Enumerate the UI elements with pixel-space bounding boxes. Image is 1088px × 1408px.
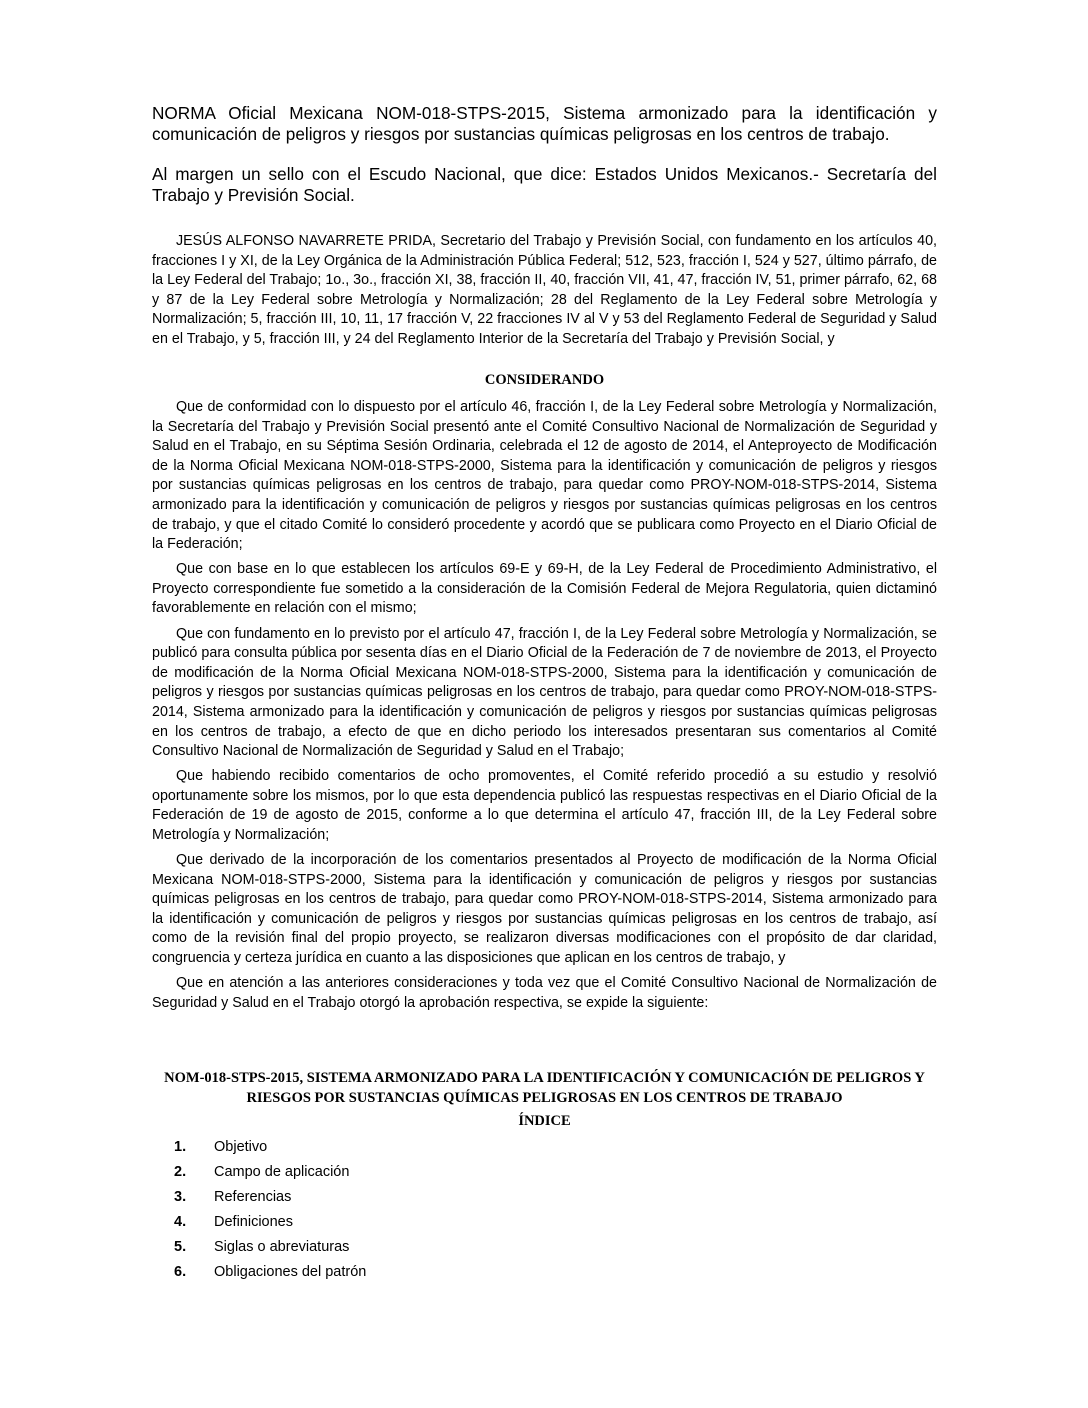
index-number: 2.	[174, 1164, 187, 1180]
index-list	[174, 1137, 366, 1287]
considerando-paragraph: Que habiendo recibido comentarios de ocho promoventes, el Comité referido procedió a su estudio y resolvió oportunamente sobre los mismos, por lo que esta dependencia publicó las respuestas respectivas en el Diario Oficial de la Federación de 19 de agosto de 2015, conforme a lo que determina el artículo 47, fracción III, de la Ley Federal sobre Metrología y Normalización;	[152, 768, 937, 843]
index-item	[174, 1137, 366, 1162]
index-item	[174, 1262, 366, 1287]
index-item	[174, 1237, 366, 1262]
considerando-paragraph: Que con fundamento en lo previsto por el artículo 47, fracción I, de la Ley Federal sobre Metrología y Normalización, se publicó para consulta pública por sesenta días en el Diario Oficial de la Federación de 7 de noviembre de 2013, el Proyecto de modificación de la Norma Oficial Mexicana NOM-018-STPS-2000, Sistema para la identificación y comunicación de peligros y riesgos por sustancias químicas peligrosas en los centros de trabajo, para quedar como PROY-NOM-018-STPS-2014, Sistema armonizado para la identificación y comunicación de peligros y riesgos por sustancias químicas peligrosas en los centros de trabajo, a efecto de que en dicho periodo los interesados presentaran sus comentarios al Comité Consultivo Nacional de Normalización de Seguridad y Salud en el Trabajo;	[152, 625, 937, 760]
document-title: NORMA Oficial Mexicana NOM-018-STPS-2015, Sistema armonizado para la identificación y comunicación de peligros y riesgos por sustancias químicas peligrosas en los centros de trabajo.	[152, 103, 937, 144]
index-label: Campo de aplicación	[214, 1164, 350, 1180]
considerando-heading: CONSIDERANDO	[484, 372, 605, 388]
index-number: 5.	[174, 1239, 187, 1255]
index-item	[174, 1212, 366, 1237]
considerando-paragraph: Que derivado de la incorporación de los comentarios presentados al Proyecto de modificación de la Norma Oficial Mexicana NOM-018-STPS-2000, Sistema para la identificación y comunicación de peligros y riesgos por sustancias químicas peligrosas en los centros de trabajo, para quedar como PROY-NOM-018-STPS-2014, Sistema armonizado para la identificación y comunicación de peligros y riesgos por sustancias químicas peligrosas en los centros de trabajo, así como de la revisión final del propio proyecto, se realizaron diversas modificaciones con el propósito de dar claridad, congruencia y certeza jurídica en cuanto a las disposiciones que aplican en los centros de trabajo, y	[152, 852, 937, 967]
intro-paragraph: JESÚS ALFONSO NAVARRETE PRIDA, Secretario del Trabajo y Previsión Social, con fundamento en los artículos 40, fracciones I y XI, de la Ley Orgánica de la Administración Pública Federal; 512, 523, fracción I, 524 y 527, último párrafo, de la Ley Federal del Trabajo; 1o., 3o., fracción XI, 38, fracción II, 40, fracción VII, 41, 47, fracción IV, 51, primer párrafo, 62, 68 y 87 de la Ley Federal sobre Metrología y Normalización; 28 del Reglamento de la Ley Federal sobre Metrología y Normalización; 5, fracción III, 10, 11, 17 fracción V, 22 fracciones IV al V y 53 del Reglamento Federal de Seguridad y Salud en el Trabajo, y 5, fracción III, y 24 del Reglamento Interior de la Secretaría del Trabajo y Previsión Social, y	[152, 233, 937, 347]
index-label: Siglas o abreviaturas	[214, 1239, 350, 1255]
index-label: Objetivo	[214, 1139, 268, 1155]
index-number: 1.	[174, 1139, 187, 1155]
index-label: Obligaciones del patrón	[214, 1264, 367, 1280]
index-number: 6.	[174, 1264, 187, 1280]
index-heading: ÍNDICE	[518, 1113, 571, 1129]
index-label: Definiciones	[214, 1214, 293, 1230]
intro-section	[152, 232, 937, 350]
index-number: 4.	[174, 1214, 187, 1230]
considerando-paragraph: Que en atención a las anteriores consideraciones y toda vez que el Comité Consultivo Nacional de Normalización de Seguridad y Salud en el Trabajo otorgó la aprobación respectiva, se expide la siguiente:	[152, 975, 937, 1011]
considerando-paragraph: Que de conformidad con lo dispuesto por el artículo 46, fracción I, de la Ley Federal sobre Metrología y Normalización, la Secretaría del Trabajo y Previsión Social presentó ante el Comité Consultivo Nacional de Normalización de Seguridad y Salud en el Trabajo, en su Séptima Sesión Ordinaria, celebrada el 12 de agosto de 2014, el Anteproyecto de Modificación de la Norma Oficial Mexicana NOM-018-STPS-2000, Sistema para la identificación y comunicación de peligros y riesgos por sustancias químicas peligrosas en los centros de trabajo, para quedar como PROY-NOM-018-STPS-2014, Sistema armonizado para la identificación y comunicación de peligros y riesgos por sustancias químicas peligrosas en los centros de trabajo, y que el citado Comité lo consideró procedente y acordó que se publicara como Proyecto en el Diario Oficial de la Federación;	[152, 399, 937, 553]
norm-heading: NOM-018-STPS-2015, SISTEMA ARMONIZADO PARA LA IDENTIFICACIÓN Y COMUNICACIÓN DE PELIGROS Y RIESGOS POR SUSTANCIAS QUÍMICAS PELIGROSAS EN LOS CENTROS DE TRABAJO	[164, 1070, 925, 1106]
considerando-paragraph: Que con base en lo que establecen los artículos 69-E y 69-H, de la Ley Federal de Procedimiento Administrativo, el Proyecto correspondiente fue sometido a la consideración de la Comisión Federal de Mejora Regulatoria, quien dictaminó favorablemente en relación con el mismo;	[152, 561, 937, 617]
index-number: 3.	[174, 1189, 187, 1205]
considerando-section	[152, 398, 937, 1019]
index-label: Referencias	[214, 1189, 292, 1205]
seal-note: Al margen un sello con el Escudo Nacional, que dice: Estados Unidos Mexicanos.- Secretaría del Trabajo y Previsión Social.	[152, 164, 937, 205]
index-item	[174, 1187, 366, 1212]
index-item	[174, 1162, 366, 1187]
